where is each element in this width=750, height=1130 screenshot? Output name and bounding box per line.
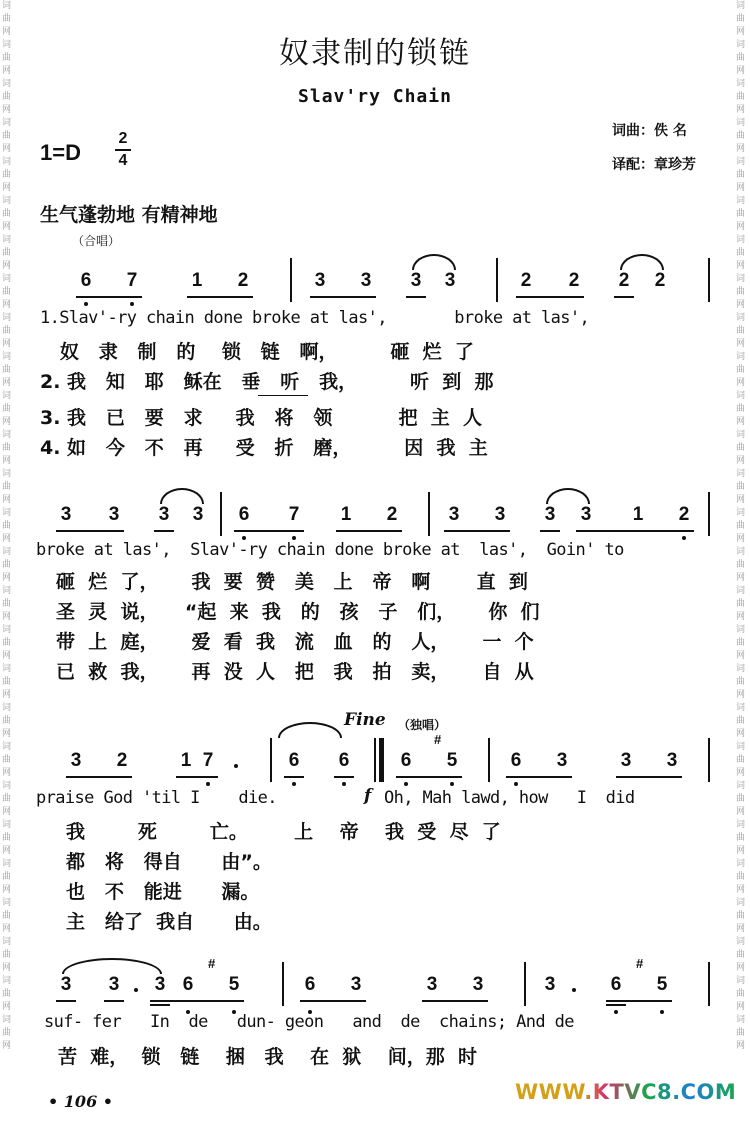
slur-arc <box>278 722 342 738</box>
lyric-verse-3: 也 不 能进 漏。 <box>66 881 260 903</box>
note: 3 <box>666 750 678 771</box>
note: 7 <box>126 270 138 291</box>
note: 3 <box>314 270 326 291</box>
note: 3 <box>448 504 460 525</box>
tie-arc <box>620 254 664 270</box>
note: 2 <box>618 270 630 291</box>
beam-underline <box>310 296 376 298</box>
barline <box>290 258 292 302</box>
note: 2 <box>678 504 690 525</box>
note: 2 <box>386 504 398 525</box>
augmentation-dot <box>572 988 576 992</box>
note: 6 <box>238 504 250 525</box>
barline <box>708 962 710 1006</box>
note: 3 <box>108 974 120 995</box>
note: 3 <box>108 504 120 525</box>
beam-underline <box>516 296 584 298</box>
low-octave-dot <box>342 782 346 786</box>
note: 2 <box>568 270 580 291</box>
note: 3 <box>60 974 72 995</box>
lyric-verse-1: 奴 隶 制 的 锁 链 啊， 砸 烂 了 <box>40 341 474 363</box>
beam-underline-double <box>150 1004 170 1006</box>
beam-underline <box>176 776 218 778</box>
chorus-marking: （合唱） <box>72 234 121 248</box>
note: 1 <box>632 504 644 525</box>
note: 2 <box>237 270 249 291</box>
sharp-sign: # <box>636 956 644 971</box>
beam-underline <box>334 776 354 778</box>
lyric-english-solo: Oh, Mah lawd, how I did <box>384 788 635 808</box>
note: 3 <box>60 504 72 525</box>
final-barline-thin <box>374 738 376 782</box>
note: 3 <box>70 750 82 771</box>
beam-underline <box>444 530 510 532</box>
beam-underline <box>150 1000 244 1002</box>
beam-underline <box>76 296 142 298</box>
low-octave-dot <box>206 782 210 786</box>
time-signature <box>115 130 131 170</box>
emphasis-underline <box>258 395 308 396</box>
note: 6 <box>610 974 622 995</box>
beam-underline <box>406 296 426 298</box>
barline <box>708 258 710 302</box>
beam-underline <box>56 1000 76 1002</box>
note: 7 <box>202 750 214 771</box>
beam-underline <box>234 530 304 532</box>
lyric-verse-4: 主 给了 我自 由。 <box>66 911 272 933</box>
barline <box>428 492 430 536</box>
note: 6 <box>510 750 522 771</box>
dynamic-forte: f <box>364 786 372 806</box>
barline <box>708 738 710 782</box>
tie-arc <box>62 958 162 974</box>
beam-underline <box>104 1000 124 1002</box>
note: 1 <box>340 504 352 525</box>
note: 3 <box>444 270 456 291</box>
lyric-verse-3: 3. 我 已 要 求 我 将 领 把 主 人 <box>40 407 482 429</box>
beam-underline <box>396 776 462 778</box>
lyric-verse-2: 2. 我 知 耶 稣在 垂 听 我， 听 到 那 <box>40 371 494 393</box>
barline <box>270 738 272 782</box>
key-signature: 1=D <box>40 140 81 165</box>
beam-underline <box>576 530 694 532</box>
note: 3 <box>544 504 556 525</box>
low-octave-dot <box>514 782 518 786</box>
beam-underline <box>506 776 572 778</box>
lyric-verse-1: 苦 难， 锁 链 捆 我 在 狱 间，那 时 <box>58 1046 477 1068</box>
note: 3 <box>426 974 438 995</box>
low-octave-dot <box>682 536 686 540</box>
lyric-english: 1.Slav'-ry chain done broke at las', broke at las', <box>40 308 590 328</box>
note: 7 <box>288 504 300 525</box>
beam-underline <box>422 1000 488 1002</box>
beam-underline <box>616 776 682 778</box>
barline <box>220 492 222 536</box>
lyric-english: broke at las', Slav'-ry chain done broke at las', Goin' to <box>36 540 624 560</box>
time-bottom: 4 <box>118 152 128 169</box>
note: 6 <box>304 974 316 995</box>
note: 3 <box>360 270 372 291</box>
lyric-verse-4: 4. 如 今 不 再 受 折 磨， 因 我 主 <box>40 437 488 459</box>
note: 3 <box>158 504 170 525</box>
note: 6 <box>400 750 412 771</box>
time-fraction-bar <box>115 149 131 151</box>
note: 6 <box>338 750 350 771</box>
song-subtitle: Slav'ry Chain <box>298 86 452 107</box>
note: 3 <box>154 974 166 995</box>
augmentation-dot <box>234 764 238 768</box>
low-octave-dot <box>130 302 134 306</box>
note: 5 <box>446 750 458 771</box>
beam-underline <box>284 776 304 778</box>
low-octave-dot <box>404 782 408 786</box>
note: 5 <box>228 974 240 995</box>
barline <box>496 258 498 302</box>
note: 3 <box>472 974 484 995</box>
sharp-sign: # <box>434 732 442 747</box>
beam-underline <box>187 296 253 298</box>
low-octave-dot <box>450 782 454 786</box>
beam-underline <box>66 776 132 778</box>
lyric-verse-1: 砸 烂 了， 我 要 赞 美 上 帝 啊 直 到 <box>56 571 528 593</box>
lyric-english: praise God 'til I die. <box>36 788 306 808</box>
tie-arc <box>546 488 590 504</box>
beam-underline <box>614 296 634 298</box>
note: 5 <box>656 974 668 995</box>
lyric-verse-4: 已 救 我， 再 没 人 把 我 拍 卖， 自 从 <box>56 661 534 683</box>
watermark-right: 词曲网词曲网词曲网词曲网词曲网词曲网词曲网词曲网词曲网词曲网词曲网词曲网词曲网词曲网词曲网词曲网词曲网词曲网词曲网词曲网词曲网词曲网词曲网词曲网词曲网词曲网词曲网 <box>736 1 746 1051</box>
fine-marking: Fine <box>344 710 386 730</box>
lyric-verse-2: 都 将 得自 由”。 <box>66 851 272 873</box>
note: 6 <box>288 750 300 771</box>
note: 1 <box>180 750 192 771</box>
song-title: 奴隶制的锁链 <box>279 36 471 71</box>
barline <box>708 492 710 536</box>
note: 6 <box>80 270 92 291</box>
credit-translator: 译配：章珍芳 <box>612 157 696 173</box>
note: 2 <box>654 270 666 291</box>
final-barline-thick <box>379 738 384 782</box>
beam-underline <box>336 530 402 532</box>
beam-underline <box>606 1000 672 1002</box>
note: 3 <box>410 270 422 291</box>
beam-underline <box>154 530 174 532</box>
lyric-verse-2: 圣 灵 说， “起 来 我 的 孩 子 们， 你 们 <box>56 601 540 623</box>
note: 3 <box>544 974 556 995</box>
low-octave-dot <box>660 1010 664 1014</box>
barline <box>488 738 490 782</box>
beam-underline <box>300 1000 366 1002</box>
note: 1 <box>191 270 203 291</box>
credit-lyrics-music: 词曲：佚 名 <box>612 123 687 139</box>
tempo-marking: 生气蓬勃地 有精神地 <box>40 204 218 226</box>
note: 3 <box>556 750 568 771</box>
low-octave-dot <box>614 1010 618 1014</box>
low-octave-dot <box>292 782 296 786</box>
augmentation-dot <box>134 988 138 992</box>
lyric-english: suf- fer In de dun- geon and de chains; And de <box>44 1012 574 1032</box>
note: 6 <box>182 974 194 995</box>
site-watermark <box>515 1080 736 1104</box>
time-top: 2 <box>118 130 128 147</box>
sharp-sign: # <box>208 956 216 971</box>
note: 2 <box>116 750 128 771</box>
barline <box>282 962 284 1006</box>
page-number: • 106 • <box>48 1092 113 1111</box>
beam-underline <box>56 530 124 532</box>
beam-underline <box>540 530 560 532</box>
note: 2 <box>520 270 532 291</box>
site-text: WWW.KTVC8.COM <box>515 1080 737 1104</box>
note: 3 <box>580 504 592 525</box>
note: 3 <box>494 504 506 525</box>
solo-marking: （独唱） <box>398 718 447 732</box>
watermark-left: 词曲网词曲网词曲网词曲网词曲网词曲网词曲网词曲网词曲网词曲网词曲网词曲网词曲网词曲网词曲网词曲网词曲网词曲网词曲网词曲网词曲网词曲网词曲网词曲网词曲网词曲网词曲网 <box>2 1 12 1051</box>
note: 3 <box>620 750 632 771</box>
lyric-verse-3: 带 上 庭， 爱 看 我 流 血 的 人， 一 个 <box>56 631 534 653</box>
tie-arc <box>160 488 204 504</box>
low-octave-dot <box>84 302 88 306</box>
note: 3 <box>350 974 362 995</box>
lyric-verse-1: 我 死 亡。 上 帝 我 受 尽 了 <box>66 821 501 843</box>
note: 3 <box>192 504 204 525</box>
beam-underline-double <box>606 1004 626 1006</box>
barline <box>524 962 526 1006</box>
tie-arc <box>412 254 456 270</box>
